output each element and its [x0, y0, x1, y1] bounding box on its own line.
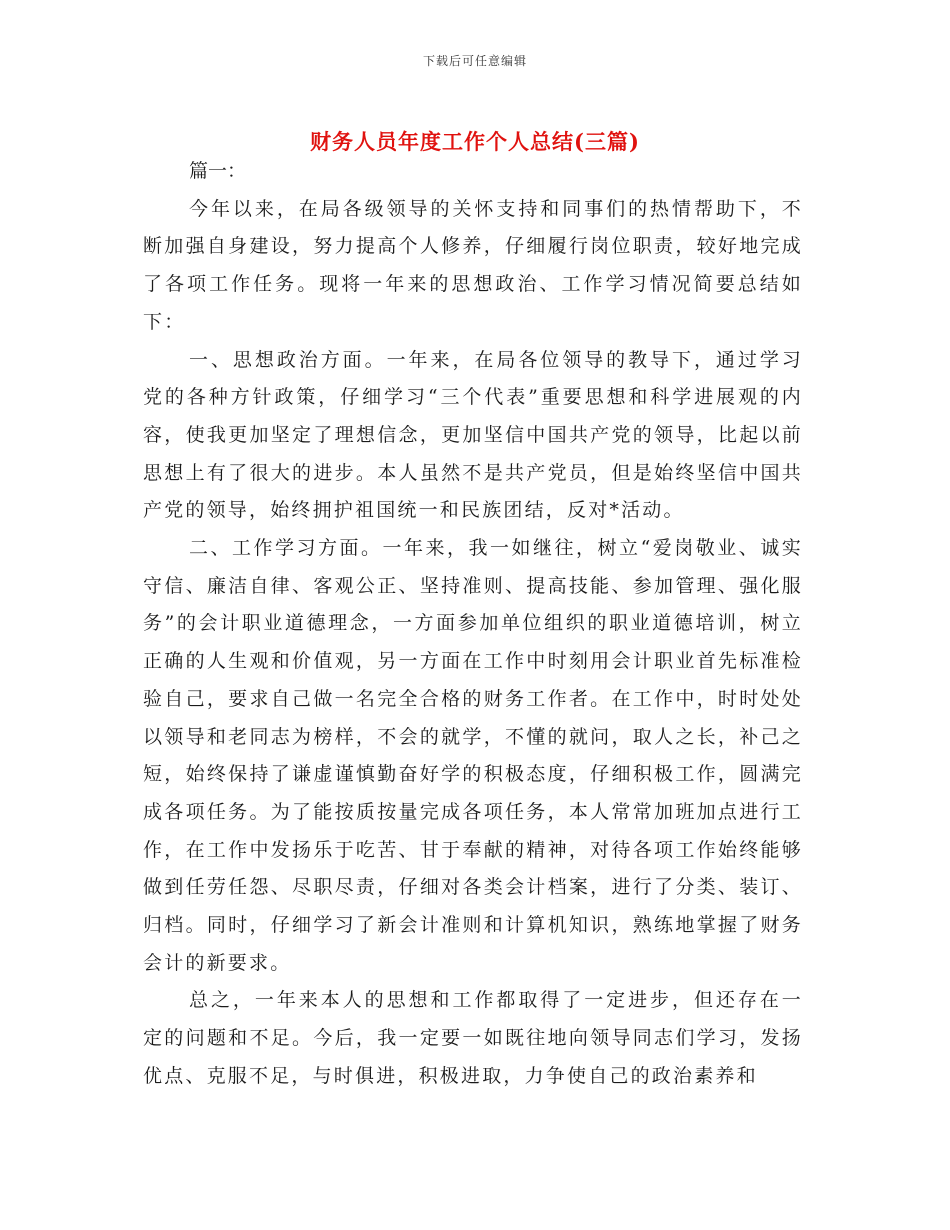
paragraph-intro: 今年以来，在局各级领导的关怀支持和同事们的热情帮助下，不断加强自身建设，努力提高个人修养，仔细履行岗位职责，较好地完成了各项工作任务。现将一年来的思想政治、工作学习情况简要总结如下：	[143, 197, 803, 333]
document-body	[143, 153, 803, 1096]
paragraph-summary: 总之，一年来本人的思想和工作都取得了一定进步，但还存在一定的问题和不足。今后，我一定要一如既往地向领导同志们学习，发扬优点、克服不足，与时俱进，积极进取，力争使自己的政治素养和	[143, 989, 803, 1087]
paragraph-work-study: 二、工作学习方面。一年来，我一如继往，树立“爱岗敬业、诚实守信、廉洁自律、客观公正、坚持准则、提高技能、参加管理、强化服务”的会计职业道德理念，一方面参加单位组织的职业道德培训，树立正确的人生观和价值观，另一方面在工作中时刻用会计职业首先标准检验自己，要求自己做一名完全合格的财务工作者。在工作中，时时处处以领导和老同志为榜样，不会的就学，不懂的就问，取人之长，补己之短，始终保持了谦虚谨慎勤奋好学的积极态度，仔细积极工作，圆满完成各项任务。为了能按质按量完成各项任务，本人常常加班加点进行工作，在工作中发扬乐于吃苦、甘于奉献的精神，对待各项工作始终能够做到任劳任怨、尽职尽责，仔细对各类会计档案，进行了分类、装订、归档。同时，仔细学习了新会计准则和计算机知识，熟练地掌握了财务会计的新要求。	[143, 537, 803, 974]
document-title: 财务人员年度工作个人总结(三篇)	[310, 129, 640, 155]
section-label: 篇一：	[189, 160, 247, 182]
page-header-note: 下载后可任意编辑	[422, 54, 527, 68]
paragraph-political: 一、思想政治方面。一年来，在局各位领导的教导下，通过学习党的各种方针政策，仔细学习“三个代表”重要思想和科学进展观的内容，使我更加坚定了理想信念，更加坚信中国共产党的领导，比起以前思想上有了很大的进步。本人虽然不是共产党员，但是始终坚信中国共产党的领导，始终拥护祖国统一和民族团结，反对*活动。	[143, 348, 803, 522]
